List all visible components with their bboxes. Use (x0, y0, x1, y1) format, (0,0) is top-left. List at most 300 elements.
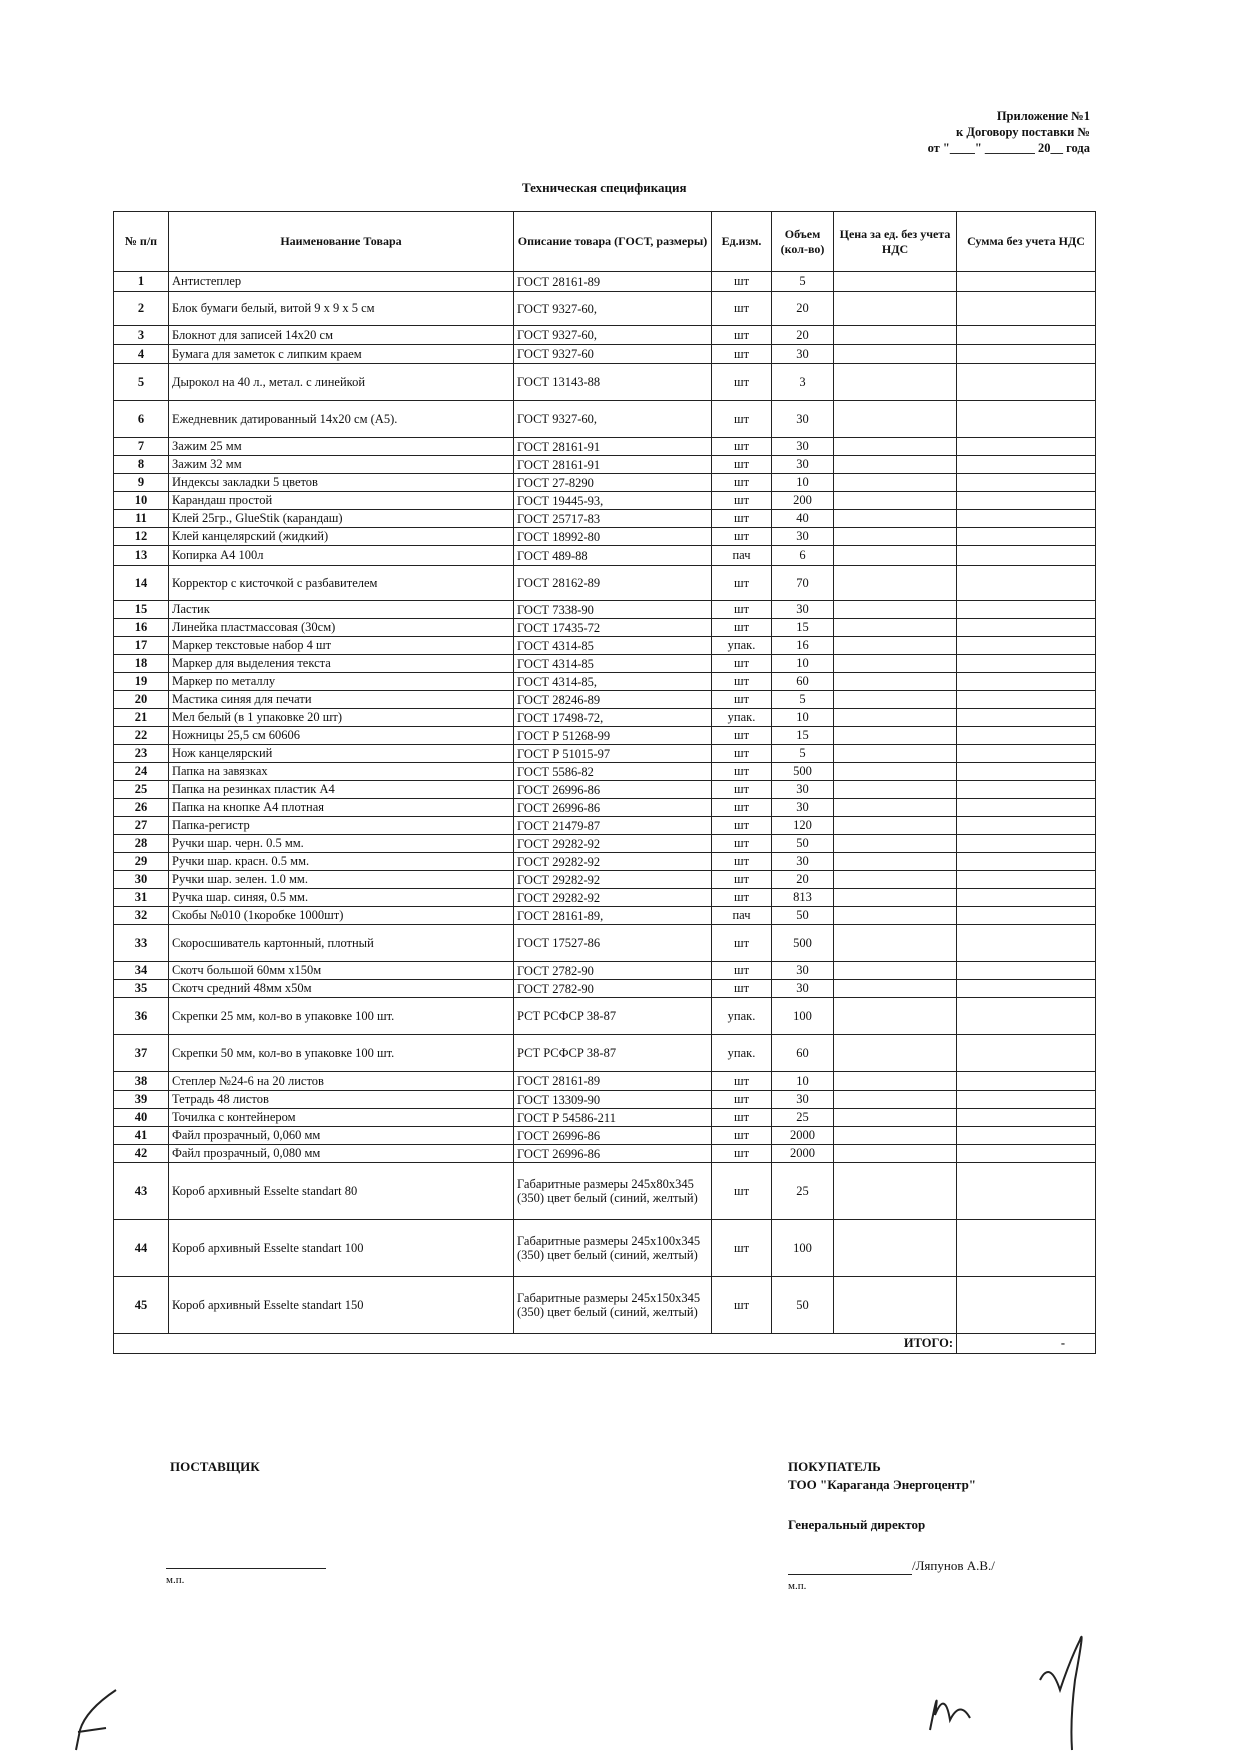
unit-price (834, 1072, 957, 1091)
item-unit: шт (712, 492, 772, 510)
item-quantity: 200 (772, 492, 834, 510)
table-row (114, 709, 1096, 727)
table-row (114, 763, 1096, 781)
item-quantity: 50 (772, 1277, 834, 1334)
item-unit: шт (712, 1145, 772, 1163)
item-name: Блок бумаги белый, витой 9 х 9 х 5 см (169, 292, 514, 326)
total-value: - (957, 1334, 1096, 1354)
table-row (114, 474, 1096, 492)
unit-price (834, 853, 957, 871)
row-number: 6 (114, 401, 169, 438)
item-name: Линейка пластмассовая (30см) (169, 619, 514, 637)
unit-price (834, 546, 957, 566)
item-unit: шт (712, 292, 772, 326)
item-quantity: 30 (772, 438, 834, 456)
line-total (957, 907, 1096, 925)
total-row (114, 1334, 1096, 1354)
item-description: РСТ РСФСР 38-87 (514, 998, 712, 1035)
table-row (114, 272, 1096, 292)
line-total (957, 962, 1096, 980)
item-description: ГОСТ Р 51268-99 (514, 727, 712, 745)
item-description: ГОСТ 28162-89 (514, 566, 712, 601)
item-name: Ручки шар. красн. 0.5 мм. (169, 853, 514, 871)
item-name: Блокнот для записей 14х20 см (169, 326, 514, 345)
item-description: ГОСТ 25717-83 (514, 510, 712, 528)
item-name: Скоросшиватель картонный, плотный (169, 925, 514, 962)
item-unit: шт (712, 510, 772, 528)
item-quantity: 16 (772, 637, 834, 655)
line-total (957, 871, 1096, 889)
table-row (114, 962, 1096, 980)
row-number: 31 (114, 889, 169, 907)
item-unit: шт (712, 763, 772, 781)
table-row (114, 438, 1096, 456)
item-unit: шт (712, 655, 772, 673)
line-total (957, 1127, 1096, 1145)
item-name: Клей канцелярский (жидкий) (169, 528, 514, 546)
row-number: 4 (114, 345, 169, 364)
row-number: 41 (114, 1127, 169, 1145)
initial-mark-icon (66, 1680, 146, 1760)
item-unit: шт (712, 326, 772, 345)
item-unit: шт (712, 1091, 772, 1109)
line-total (957, 980, 1096, 998)
item-quantity: 3 (772, 364, 834, 401)
item-description: ГОСТ 4314-85 (514, 637, 712, 655)
item-description: ГОСТ 2782-90 (514, 962, 712, 980)
line-total (957, 673, 1096, 691)
item-name: Скотч большой 60мм х150м (169, 962, 514, 980)
item-quantity: 500 (772, 763, 834, 781)
item-name: Короб архивный Esselte standart 150 (169, 1277, 514, 1334)
unit-price (834, 871, 957, 889)
unit-price (834, 1035, 957, 1072)
item-description: РСТ РСФСР 38-87 (514, 1035, 712, 1072)
table-row (114, 835, 1096, 853)
item-name: Файл прозрачный, 0,080 мм (169, 1145, 514, 1163)
unit-price (834, 456, 957, 474)
item-name: Ручка шар. синяя, 0.5 мм. (169, 889, 514, 907)
item-unit: шт (712, 456, 772, 474)
item-name: Папка-регистр (169, 817, 514, 835)
row-number: 10 (114, 492, 169, 510)
item-description: ГОСТ 18992-80 (514, 528, 712, 546)
appendix-number: Приложение №1 (996, 109, 1090, 123)
item-name: Файл прозрачный, 0,060 мм (169, 1127, 514, 1145)
table-row (114, 326, 1096, 345)
column-header: Описание товара (ГОСТ, размеры) (514, 212, 712, 272)
item-quantity: 15 (772, 619, 834, 637)
item-quantity: 30 (772, 1091, 834, 1109)
line-total (957, 745, 1096, 763)
supplier-stamp: м.п. (166, 1574, 185, 1586)
line-total (957, 763, 1096, 781)
line-total (957, 528, 1096, 546)
item-description: ГОСТ 9327-60, (514, 326, 712, 345)
unit-price (834, 272, 957, 292)
line-total (957, 566, 1096, 601)
item-unit: шт (712, 345, 772, 364)
row-number: 22 (114, 727, 169, 745)
table-row (114, 456, 1096, 474)
item-name: Зажим 32 мм (169, 456, 514, 474)
item-description: Габаритные размеры 245х100х345 (350) цвет белый (синий, желтый) (514, 1220, 712, 1277)
table-row (114, 1109, 1096, 1127)
item-description: Габаритные размеры 245х150х345 (350) цвет белый (синий, желтый) (514, 1277, 712, 1334)
item-quantity: 50 (772, 907, 834, 925)
item-unit: шт (712, 272, 772, 292)
line-total (957, 272, 1096, 292)
row-number: 27 (114, 817, 169, 835)
table-row (114, 1035, 1096, 1072)
item-description: ГОСТ 9327-60, (514, 292, 712, 326)
item-quantity: 40 (772, 510, 834, 528)
unit-price (834, 1220, 957, 1277)
row-number: 7 (114, 438, 169, 456)
item-description: ГОСТ 29282-92 (514, 889, 712, 907)
item-quantity: 30 (772, 345, 834, 364)
row-number: 25 (114, 781, 169, 799)
row-number: 5 (114, 364, 169, 401)
item-description: ГОСТ 28161-91 (514, 456, 712, 474)
table-row (114, 817, 1096, 835)
item-unit: шт (712, 835, 772, 853)
item-name: Антистеплер (169, 272, 514, 292)
table-row (114, 673, 1096, 691)
line-total (957, 998, 1096, 1035)
table-row (114, 781, 1096, 799)
line-total (957, 853, 1096, 871)
line-total (957, 835, 1096, 853)
row-number: 29 (114, 853, 169, 871)
line-total (957, 1091, 1096, 1109)
item-description: ГОСТ 489-88 (514, 546, 712, 566)
item-unit: шт (712, 925, 772, 962)
item-description: ГОСТ Р 54586-211 (514, 1109, 712, 1127)
supplier-label: ПОСТАВЩИК (170, 1459, 260, 1474)
item-name: Точилка с контейнером (169, 1109, 514, 1127)
item-name: Ежедневник датированный 14х20 см (А5). (169, 401, 514, 438)
table-row (114, 528, 1096, 546)
table-row (114, 364, 1096, 401)
item-unit: шт (712, 781, 772, 799)
line-total (957, 1220, 1096, 1277)
item-description: ГОСТ 27-8290 (514, 474, 712, 492)
unit-price (834, 709, 957, 727)
line-total (957, 691, 1096, 709)
unit-price (834, 345, 957, 364)
unit-price (834, 566, 957, 601)
unit-price (834, 889, 957, 907)
item-unit: шт (712, 871, 772, 889)
table-row (114, 1220, 1096, 1277)
supplier-signature-line (166, 1568, 326, 1569)
line-total (957, 401, 1096, 438)
item-description: ГОСТ 26996-86 (514, 781, 712, 799)
item-quantity: 25 (772, 1109, 834, 1127)
table-row (114, 1163, 1096, 1220)
unit-price (834, 962, 957, 980)
unit-price (834, 601, 957, 619)
unit-price (834, 1163, 957, 1220)
table-row (114, 1145, 1096, 1163)
item-unit: шт (712, 619, 772, 637)
item-description: ГОСТ 26996-86 (514, 1127, 712, 1145)
item-name: Скрепки 50 мм, кол-во в упаковке 100 шт. (169, 1035, 514, 1072)
table-row (114, 1127, 1096, 1145)
unit-price (834, 835, 957, 853)
row-number: 39 (114, 1091, 169, 1109)
item-name: Маркер по металлу (169, 673, 514, 691)
item-description: ГОСТ 19445-93, (514, 492, 712, 510)
line-total (957, 1109, 1096, 1127)
item-unit: упак. (712, 637, 772, 655)
item-quantity: 50 (772, 835, 834, 853)
item-quantity: 25 (772, 1163, 834, 1220)
unit-price (834, 925, 957, 962)
unit-price (834, 292, 957, 326)
item-description: ГОСТ 21479-87 (514, 817, 712, 835)
unit-price (834, 637, 957, 655)
item-name: Индексы закладки 5 цветов (169, 474, 514, 492)
contract-ref: к Договору поставки № (956, 125, 1090, 139)
table-row (114, 889, 1096, 907)
item-quantity: 5 (772, 745, 834, 763)
line-total (957, 601, 1096, 619)
line-total (957, 817, 1096, 835)
item-unit: шт (712, 1277, 772, 1334)
row-number: 34 (114, 962, 169, 980)
item-unit: шт (712, 401, 772, 438)
line-total (957, 546, 1096, 566)
item-quantity: 30 (772, 456, 834, 474)
row-number: 11 (114, 510, 169, 528)
table-header-row (114, 212, 1096, 272)
item-description: ГОСТ 17527-86 (514, 925, 712, 962)
row-number: 1 (114, 272, 169, 292)
unit-price (834, 763, 957, 781)
unit-price (834, 510, 957, 528)
item-unit: пач (712, 907, 772, 925)
unit-price (834, 438, 957, 456)
row-number: 13 (114, 546, 169, 566)
buyer-stamp: м.п. (788, 1580, 807, 1592)
item-description: ГОСТ 4314-85 (514, 655, 712, 673)
buyer-block (788, 1458, 976, 1534)
item-name: Скрепки 25 мм, кол-во в упаковке 100 шт. (169, 998, 514, 1035)
line-total (957, 799, 1096, 817)
item-quantity: 30 (772, 401, 834, 438)
item-description: ГОСТ 13309-90 (514, 1091, 712, 1109)
item-description: ГОСТ 4314-85, (514, 673, 712, 691)
item-unit: шт (712, 438, 772, 456)
line-total (957, 1035, 1096, 1072)
line-total (957, 326, 1096, 345)
line-total (957, 1277, 1096, 1334)
item-name: Ручки шар. черн. 0.5 мм. (169, 835, 514, 853)
unit-price (834, 799, 957, 817)
table-row (114, 998, 1096, 1035)
item-quantity: 5 (772, 272, 834, 292)
table-row (114, 925, 1096, 962)
item-quantity: 6 (772, 546, 834, 566)
table-row (114, 655, 1096, 673)
unit-price (834, 727, 957, 745)
item-description: ГОСТ 29282-92 (514, 853, 712, 871)
unit-price (834, 1277, 957, 1334)
item-unit: шт (712, 364, 772, 401)
item-unit: шт (712, 673, 772, 691)
item-name: Дырокол на 40 л., метал. с линейкой (169, 364, 514, 401)
table-row (114, 601, 1096, 619)
item-quantity: 20 (772, 326, 834, 345)
line-total (957, 925, 1096, 962)
item-name: Корректор с кисточкой с разбавителем (169, 566, 514, 601)
row-number: 38 (114, 1072, 169, 1091)
row-number: 30 (114, 871, 169, 889)
unit-price (834, 474, 957, 492)
row-number: 21 (114, 709, 169, 727)
table-row (114, 907, 1096, 925)
row-number: 24 (114, 763, 169, 781)
table-row (114, 619, 1096, 637)
row-number: 35 (114, 980, 169, 998)
table-row (114, 1091, 1096, 1109)
row-number: 15 (114, 601, 169, 619)
row-number: 9 (114, 474, 169, 492)
item-description: ГОСТ 17435-72 (514, 619, 712, 637)
item-quantity: 20 (772, 871, 834, 889)
item-name: Папка на завязках (169, 763, 514, 781)
item-description: ГОСТ 9327-60 (514, 345, 712, 364)
table-row (114, 727, 1096, 745)
item-unit: шт (712, 727, 772, 745)
item-quantity: 30 (772, 601, 834, 619)
signature-icon (910, 1620, 1110, 1760)
unit-price (834, 673, 957, 691)
line-total (957, 655, 1096, 673)
table-row (114, 637, 1096, 655)
table-row (114, 871, 1096, 889)
item-description: ГОСТ 29282-92 (514, 871, 712, 889)
item-unit: упак. (712, 998, 772, 1035)
item-name: Бумага для заметок с липким краем (169, 345, 514, 364)
item-name: Копирка А4 100л (169, 546, 514, 566)
item-description: ГОСТ 17498-72, (514, 709, 712, 727)
line-total (957, 781, 1096, 799)
line-total (957, 1072, 1096, 1091)
line-total (957, 292, 1096, 326)
item-description: ГОСТ 28161-91 (514, 438, 712, 456)
item-description: ГОСТ 9327-60, (514, 401, 712, 438)
buyer-company: ТОО "Караганда Энергоцентр" (788, 1477, 977, 1492)
unit-price (834, 1145, 957, 1163)
item-description: ГОСТ 7338-90 (514, 601, 712, 619)
table-row (114, 492, 1096, 510)
item-name: Ножницы 25,5 см 60606 (169, 727, 514, 745)
line-total (957, 1145, 1096, 1163)
table-row (114, 1277, 1096, 1334)
line-total (957, 1163, 1096, 1220)
column-header: № п/п (114, 212, 169, 272)
buyer-position: Генеральный директор (788, 1517, 926, 1532)
table-row (114, 691, 1096, 709)
item-unit: шт (712, 889, 772, 907)
unit-price (834, 691, 957, 709)
item-quantity: 30 (772, 980, 834, 998)
unit-price (834, 364, 957, 401)
column-header: Наименование Товара (169, 212, 514, 272)
item-name: Степлер №24-6 на 20 листов (169, 1072, 514, 1091)
unit-price (834, 745, 957, 763)
item-unit: упак. (712, 1035, 772, 1072)
item-name: Маркер для выделения текста (169, 655, 514, 673)
unit-price (834, 1109, 957, 1127)
line-total (957, 709, 1096, 727)
table-row (114, 980, 1096, 998)
item-quantity: 10 (772, 655, 834, 673)
item-description: ГОСТ 28161-89 (514, 272, 712, 292)
item-quantity: 10 (772, 1072, 834, 1091)
buyer-label: ПОКУПАТЕЛЬ (788, 1459, 881, 1474)
item-unit: шт (712, 1127, 772, 1145)
item-unit: шт (712, 799, 772, 817)
row-number: 8 (114, 456, 169, 474)
row-number: 14 (114, 566, 169, 601)
unit-price (834, 980, 957, 998)
item-unit: шт (712, 962, 772, 980)
row-number: 33 (114, 925, 169, 962)
item-unit: шт (712, 817, 772, 835)
item-quantity: 10 (772, 709, 834, 727)
unit-price (834, 326, 957, 345)
line-total (957, 492, 1096, 510)
item-unit: шт (712, 745, 772, 763)
buyer-signature-line (876, 1574, 912, 1575)
item-description: Габаритные размеры 245х80х345 (350) цвет белый (синий, желтый) (514, 1163, 712, 1220)
row-number: 18 (114, 655, 169, 673)
item-unit: шт (712, 474, 772, 492)
table-row (114, 546, 1096, 566)
unit-price (834, 655, 957, 673)
unit-price (834, 492, 957, 510)
row-number: 3 (114, 326, 169, 345)
item-description: ГОСТ 2782-90 (514, 980, 712, 998)
line-total (957, 364, 1096, 401)
line-total (957, 438, 1096, 456)
column-header: Объем (кол-во) (772, 212, 834, 272)
item-quantity: 60 (772, 1035, 834, 1072)
item-description: ГОСТ 28246-89 (514, 691, 712, 709)
item-unit: шт (712, 528, 772, 546)
item-unit: шт (712, 1109, 772, 1127)
row-number: 32 (114, 907, 169, 925)
item-description: ГОСТ 28161-89 (514, 1072, 712, 1091)
row-number: 43 (114, 1163, 169, 1220)
item-description: ГОСТ 13143-88 (514, 364, 712, 401)
item-name: Зажим 25 мм (169, 438, 514, 456)
item-name: Скобы №010 (1коробке 1000шт) (169, 907, 514, 925)
appendix-header (858, 108, 1090, 156)
table-row (114, 345, 1096, 364)
unit-price (834, 907, 957, 925)
item-unit: шт (712, 1072, 772, 1091)
item-quantity: 30 (772, 853, 834, 871)
unit-price (834, 817, 957, 835)
item-quantity: 30 (772, 962, 834, 980)
item-quantity: 813 (772, 889, 834, 907)
contract-date: от "____" ________ 20__ года (927, 141, 1090, 155)
